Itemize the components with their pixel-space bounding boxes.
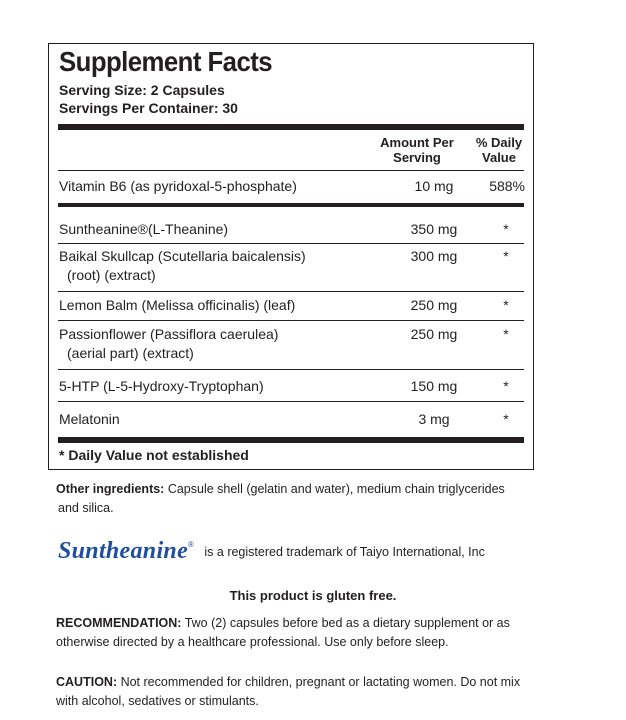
suntheanine-logo: Suntheanine: [58, 538, 189, 564]
nutrient-daily-value: *: [503, 248, 509, 264]
thick-divider-top: [58, 124, 524, 130]
nutrient-amount: 10 mg: [414, 178, 454, 194]
recommendation: RECOMMENDATION: Two (2) capsules before bed as a dietary supplement or as otherwise directed by a healthcare professional. Use only before sleep.: [56, 616, 510, 649]
daily-value-footnote: * Daily Value not established: [59, 447, 249, 463]
daily-value-header: % Daily Value: [475, 135, 523, 165]
nutrient-amount: 3 mg: [418, 411, 450, 427]
nutrient-amount: 350 mg: [410, 221, 458, 237]
nutrient-name: Suntheanine®(L-Theanine): [59, 221, 229, 237]
nutrient-daily-value: *: [503, 411, 509, 427]
nutrient-daily-value: *: [503, 326, 509, 342]
other-ingredients: Other ingredients: Capsule shell (gelatin and water), medium chain triglycerides and silica.: [56, 482, 505, 515]
trademark-text: is a registered trademark of Taiyo International, Inc: [204, 545, 485, 559]
supplement-facts-panel: [48, 43, 534, 470]
nutrient-name: Melatonin: [59, 411, 120, 427]
registered-mark: ®: [188, 540, 194, 549]
nutrient-daily-value: *: [503, 297, 509, 313]
amount-per-serving-header: Amount Per Serving: [380, 135, 454, 165]
caution-label: CAUTION:: [56, 675, 118, 689]
panel-title: Supplement Facts: [59, 46, 273, 77]
medium-divider: [58, 203, 524, 207]
nutrient-amount: 300 mg: [410, 248, 458, 264]
trademark-line: [58, 538, 485, 568]
nutrient-daily-value: 588%: [489, 178, 525, 194]
caution: CAUTION: Not recommended for children, pregnant or lactating women. Do not mix with alcohol, sedatives or stimulants.: [56, 675, 521, 708]
other-ingredients-label: Other ingredients:: [56, 482, 165, 496]
nutrient-name: Baikal Skullcap (Scutellaria baicalensis) (root) (extract): [59, 248, 306, 283]
thick-divider-bottom: [58, 437, 524, 443]
recommendation-label: RECOMMENDATION:: [56, 616, 182, 630]
nutrient-name: Passionflower (Passiflora caerulea) (aerial part) (extract): [59, 326, 279, 361]
header-divider: [58, 170, 524, 171]
nutrient-daily-value: *: [503, 378, 509, 394]
row-divider: [58, 401, 524, 402]
nutrient-amount: 250 mg: [410, 326, 458, 342]
row-divider: [58, 320, 524, 321]
row-divider: [58, 243, 524, 244]
serving-size: Serving Size: 2 Capsules: [59, 82, 225, 98]
nutrient-name: Lemon Balm (Melissa officinalis) (leaf): [59, 297, 296, 313]
servings-per-container: Servings Per Container: 30: [59, 100, 238, 116]
nutrient-name: Vitamin B6 (as pyridoxal-5-phosphate): [59, 178, 297, 194]
gluten-free-statement: This product is gluten free.: [229, 588, 397, 603]
nutrient-amount: 250 mg: [410, 297, 458, 313]
row-divider: [58, 369, 524, 370]
nutrient-daily-value: *: [503, 221, 509, 237]
nutrient-name: 5-HTP (L-5-Hydroxy-Tryptophan): [59, 378, 264, 394]
nutrient-amount: 150 mg: [410, 378, 458, 394]
row-divider: [58, 291, 524, 292]
